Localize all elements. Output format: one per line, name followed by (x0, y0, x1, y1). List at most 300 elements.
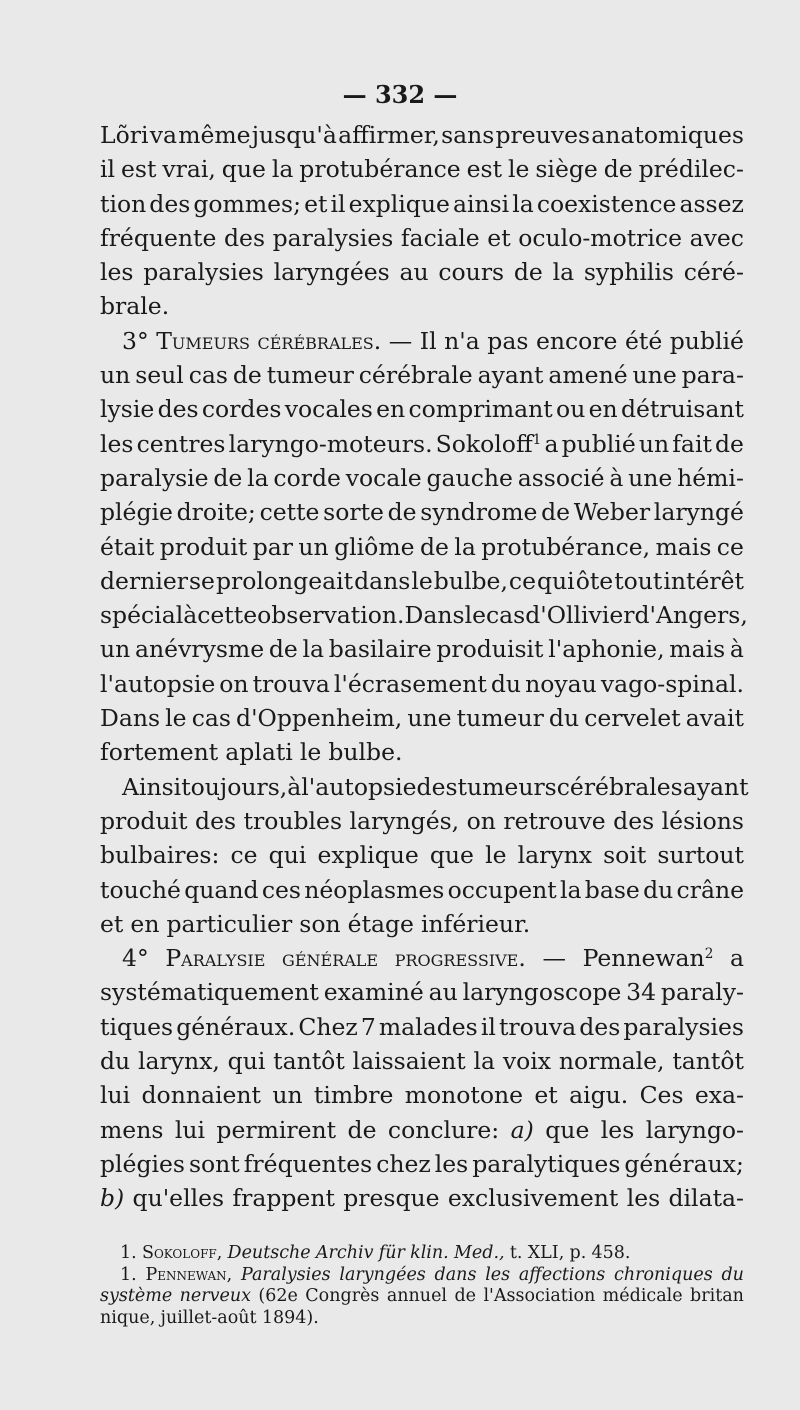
text-run: chroniques (614, 1264, 713, 1285)
word (662, 804, 744, 838)
main-text (100, 118, 749, 1216)
word (359, 358, 473, 392)
text-run: les (100, 258, 134, 287)
text-run: et (304, 189, 328, 218)
text-run: spécial (100, 601, 184, 630)
text-line (100, 564, 744, 598)
text-run: publié (561, 429, 636, 458)
text-run: dans (354, 566, 411, 595)
text-run: b) (100, 1184, 125, 1213)
text-run: sans (441, 121, 495, 149)
word (269, 632, 298, 666)
text-run: paralytiques (472, 1149, 621, 1178)
text-run: laryngé (653, 498, 744, 527)
word (133, 1181, 225, 1215)
text-run: hémi- (677, 463, 744, 492)
word (121, 152, 156, 186)
text-run: ayant (682, 772, 749, 801)
text-run: gliôme (334, 532, 415, 561)
text-run: l'Association (483, 1286, 596, 1306)
text-line (100, 1010, 744, 1044)
text-run: observation. (257, 601, 405, 630)
text-run: crâne (676, 875, 744, 904)
word (267, 358, 354, 392)
text-run: tumeur (456, 704, 544, 733)
text-run: est (466, 155, 503, 184)
text-run: les (600, 1115, 635, 1144)
text-run: les (626, 1184, 661, 1213)
text-run: de (541, 498, 571, 527)
word (353, 1044, 466, 1078)
word (120, 1243, 137, 1265)
word (273, 221, 394, 255)
text-run: timbre (313, 1081, 394, 1110)
word (282, 941, 378, 975)
word (730, 632, 744, 666)
word (298, 530, 328, 564)
text-run: n'a (444, 326, 480, 355)
text-line (100, 1147, 744, 1181)
text-run: étage (347, 909, 414, 938)
word (512, 187, 534, 221)
text-line (100, 632, 744, 666)
word (122, 770, 181, 804)
text-run: jusqu'à (251, 121, 337, 149)
text-line (100, 1078, 744, 1112)
word (623, 1010, 744, 1044)
word (228, 1243, 311, 1265)
word (510, 1243, 523, 1265)
text-run: à (183, 601, 198, 630)
word (481, 530, 650, 564)
word (330, 187, 345, 221)
word (491, 667, 521, 701)
text-run: tion (100, 189, 147, 218)
word (252, 118, 337, 152)
word (486, 598, 525, 632)
word (557, 770, 683, 804)
text-run: de (419, 532, 449, 561)
word (244, 804, 343, 838)
text-run: qui (227, 1047, 266, 1076)
word (130, 907, 159, 941)
word (481, 1010, 496, 1044)
word (609, 461, 623, 495)
text-run: produit (100, 806, 188, 835)
text-run: avec (689, 223, 744, 252)
text-line (100, 427, 744, 461)
word (634, 598, 747, 632)
text-run: l'écrasement (333, 669, 487, 698)
word (156, 324, 250, 358)
text-run: presque (343, 1184, 440, 1213)
word (183, 598, 197, 632)
word (435, 1265, 477, 1287)
word (672, 1044, 744, 1078)
word (421, 907, 530, 941)
text-run: de (347, 1115, 377, 1144)
text-run: normale, (558, 1047, 665, 1076)
word (669, 632, 725, 666)
word (100, 495, 173, 529)
text-run: examiné (323, 978, 424, 1007)
text-run: paraly- (660, 978, 744, 1007)
word (438, 255, 504, 289)
word (672, 427, 712, 461)
footnote-line (100, 1243, 744, 1265)
text-run: anévrysme (135, 635, 265, 664)
word (189, 1147, 240, 1181)
word (621, 392, 744, 426)
word (669, 1181, 744, 1215)
text-run: XLI, (527, 1243, 565, 1263)
text-run: fortement (100, 738, 219, 767)
word (508, 152, 529, 186)
word (324, 975, 424, 1009)
text-run: bulbe. (328, 738, 403, 767)
text-run: généraux. (176, 1012, 296, 1041)
word (627, 1181, 660, 1215)
text-run: se (188, 566, 215, 595)
word (625, 324, 662, 358)
word (628, 461, 672, 495)
text-run: l'autopsie (301, 772, 417, 801)
text-run: bulbaires: (100, 841, 220, 870)
word (343, 1181, 439, 1215)
text-run: le (411, 566, 433, 595)
word (670, 324, 744, 358)
word (405, 1078, 523, 1112)
word (570, 1243, 587, 1265)
text-run: la (552, 258, 575, 287)
text-run: mais (669, 635, 726, 664)
text-run: un (100, 361, 131, 390)
word (145, 1265, 232, 1287)
text-run: cette (197, 601, 258, 630)
word (430, 838, 474, 872)
text-run: fréquentes (243, 1149, 373, 1178)
text-run: les (100, 429, 134, 458)
text-run: le (299, 738, 322, 767)
text-run: Paralysies (240, 1264, 331, 1285)
word (585, 873, 640, 907)
word (273, 1044, 345, 1078)
word (262, 1308, 319, 1330)
word (379, 1010, 478, 1044)
text-run: cas (188, 361, 228, 390)
text-run: de (268, 635, 298, 664)
word (176, 1010, 295, 1044)
word (379, 1243, 405, 1265)
text-run: vocale (345, 463, 422, 492)
word (545, 1113, 589, 1147)
word (253, 667, 330, 701)
text-run: en (376, 395, 406, 424)
text-run: ainsi (452, 189, 510, 218)
word (730, 941, 744, 975)
text-run: ôte (575, 566, 614, 595)
text-run: gauche (426, 463, 513, 492)
word (684, 255, 744, 289)
text-run: tantôt (273, 1047, 345, 1076)
word (274, 255, 390, 289)
text-run: cérébrales. (257, 326, 382, 355)
text-run: protubérance (299, 155, 461, 184)
text-run: et (487, 223, 511, 252)
word (448, 873, 557, 907)
word (314, 1078, 393, 1112)
text-line (100, 461, 744, 495)
word (420, 324, 437, 358)
word (233, 358, 262, 392)
word (376, 392, 405, 426)
word (420, 495, 537, 529)
text-run: retrouve (503, 806, 606, 835)
text-line (100, 255, 744, 289)
text-run: on (219, 669, 249, 698)
word (444, 324, 480, 358)
text-line (100, 941, 744, 975)
text-run: cervelet (584, 704, 681, 733)
text-run: vrai, (162, 155, 216, 184)
text-run: tumeur (266, 361, 354, 390)
text-run: le (464, 601, 486, 630)
text-run: 1 (532, 431, 542, 448)
text-run: Archiv (315, 1243, 374, 1263)
text-line (100, 289, 744, 323)
word (643, 873, 673, 907)
word (679, 187, 743, 221)
text-run: associé (517, 463, 605, 492)
text-run: produit (159, 532, 248, 561)
word (100, 530, 154, 564)
text-run: juillet-août (160, 1307, 257, 1328)
word (167, 907, 293, 941)
word (100, 1181, 124, 1215)
text-line (100, 358, 744, 392)
word (503, 1044, 551, 1078)
word (534, 1078, 557, 1112)
word (316, 1243, 374, 1265)
word (299, 152, 460, 186)
word (232, 1181, 335, 1215)
text-run: soit (603, 841, 647, 870)
word (100, 392, 154, 426)
text-run: faciale (400, 223, 480, 252)
text-run: laryngés, (349, 806, 460, 835)
text-run: siège (535, 155, 598, 184)
word (180, 1286, 251, 1308)
text-run: que (545, 1115, 590, 1144)
page-number: — 332 — (342, 80, 458, 109)
text-run: klin. (410, 1243, 449, 1263)
word (454, 530, 476, 564)
text-run: (62e (258, 1286, 298, 1306)
word (257, 324, 381, 358)
text-run: monotone (404, 1081, 524, 1110)
word (100, 975, 319, 1009)
text-run: particulier (166, 909, 293, 938)
word (100, 1286, 172, 1308)
text-run: nerveux (179, 1286, 251, 1306)
word (100, 358, 130, 392)
text-run: il (100, 155, 116, 184)
word (399, 255, 428, 289)
word (410, 1243, 449, 1265)
text-run: voix (502, 1047, 552, 1076)
word (639, 152, 744, 186)
word (548, 358, 627, 392)
word (436, 632, 543, 666)
word (175, 1113, 205, 1147)
text-run: — (542, 944, 566, 973)
text-run: Med., (453, 1243, 505, 1263)
word (542, 941, 566, 975)
word (192, 701, 231, 735)
text-run: une (632, 361, 677, 390)
word (549, 701, 579, 735)
word (465, 598, 486, 632)
word (646, 1113, 744, 1147)
word (601, 1113, 634, 1147)
text-run: par (252, 532, 294, 561)
word (388, 1113, 499, 1147)
word (454, 1286, 476, 1308)
text-run: même (178, 121, 251, 149)
word (569, 1078, 628, 1112)
text-run: dilata- (668, 1184, 744, 1213)
word (241, 1265, 331, 1287)
text-run: basilaire (328, 635, 432, 664)
text-run: que (221, 155, 266, 184)
text-run: 7 (360, 1012, 376, 1041)
word (122, 941, 149, 975)
word (195, 804, 236, 838)
text-run: du (490, 669, 522, 698)
word (499, 1010, 576, 1044)
word (247, 461, 269, 495)
word (657, 838, 744, 872)
word (100, 1044, 130, 1078)
text-run: tout (614, 566, 663, 595)
word (457, 701, 544, 735)
word (262, 873, 301, 907)
word (518, 838, 592, 872)
text-line (100, 152, 744, 186)
text-run: cordes (201, 395, 282, 424)
word (258, 1286, 297, 1308)
word (301, 770, 416, 804)
text-run: centres (136, 429, 226, 458)
word (225, 735, 293, 769)
text-line (100, 770, 749, 804)
word (350, 804, 460, 838)
text-run: aigu. (569, 1081, 629, 1110)
text-run: noyau (525, 669, 597, 698)
text-run: de (232, 361, 262, 390)
word (603, 1286, 683, 1308)
word (560, 873, 582, 907)
text-line (100, 530, 744, 564)
word (219, 667, 248, 701)
text-run: cas (486, 601, 526, 630)
word (299, 907, 340, 941)
word (448, 1181, 619, 1215)
text-run: des (195, 806, 237, 835)
text-run: le (485, 841, 507, 870)
word (298, 1010, 357, 1044)
text-run: le (165, 704, 187, 733)
text-run: a (544, 429, 559, 458)
text-run: de (603, 155, 633, 184)
word (592, 1243, 631, 1265)
text-line (100, 392, 744, 426)
word (165, 701, 186, 735)
text-run: lui (174, 1115, 205, 1144)
text-run: chez (376, 1149, 431, 1178)
word (677, 873, 744, 907)
text-run: tiques (100, 1012, 174, 1041)
word (338, 118, 440, 152)
text-run: Sokoloff, (141, 1243, 223, 1263)
text-run: paralysies (143, 258, 264, 287)
text-run: qui (537, 566, 575, 595)
word (100, 701, 160, 735)
word (361, 1010, 376, 1044)
text-run: et (534, 1081, 558, 1110)
word (453, 187, 509, 221)
text-run: des (613, 806, 655, 835)
text-run: base (584, 875, 640, 904)
word (376, 1147, 431, 1181)
text-run: malades (378, 1012, 478, 1041)
word (100, 152, 115, 186)
text-run: pas (487, 326, 529, 355)
text-run: du (548, 704, 580, 733)
text-line (100, 1113, 744, 1147)
text-run: progressive. (394, 944, 526, 973)
text-run: Sokoloff (435, 429, 533, 458)
footnotes (100, 1243, 744, 1329)
word (528, 1243, 565, 1265)
word (405, 598, 465, 632)
word (690, 1286, 744, 1308)
text-run: assez (679, 189, 744, 218)
word (100, 118, 149, 152)
word (135, 632, 264, 666)
text-line (100, 221, 744, 255)
word (485, 1265, 510, 1287)
text-run: cette (259, 498, 320, 527)
text-run: mais (655, 532, 712, 561)
text-run: ces (261, 875, 301, 904)
word (304, 187, 327, 221)
text-run: les (434, 1149, 469, 1178)
text-run: frappent (232, 1184, 335, 1213)
text-run: ce (230, 841, 258, 870)
word (100, 461, 209, 495)
text-run: un (638, 429, 670, 458)
word (339, 1265, 425, 1287)
word (429, 975, 458, 1009)
word (656, 530, 712, 564)
word (401, 221, 480, 255)
text-run: laryngo-moteurs. (228, 429, 433, 458)
text-run: für (378, 1243, 405, 1263)
word (244, 1147, 372, 1181)
text-run: encore (535, 326, 618, 355)
text-run: publié (669, 326, 744, 355)
